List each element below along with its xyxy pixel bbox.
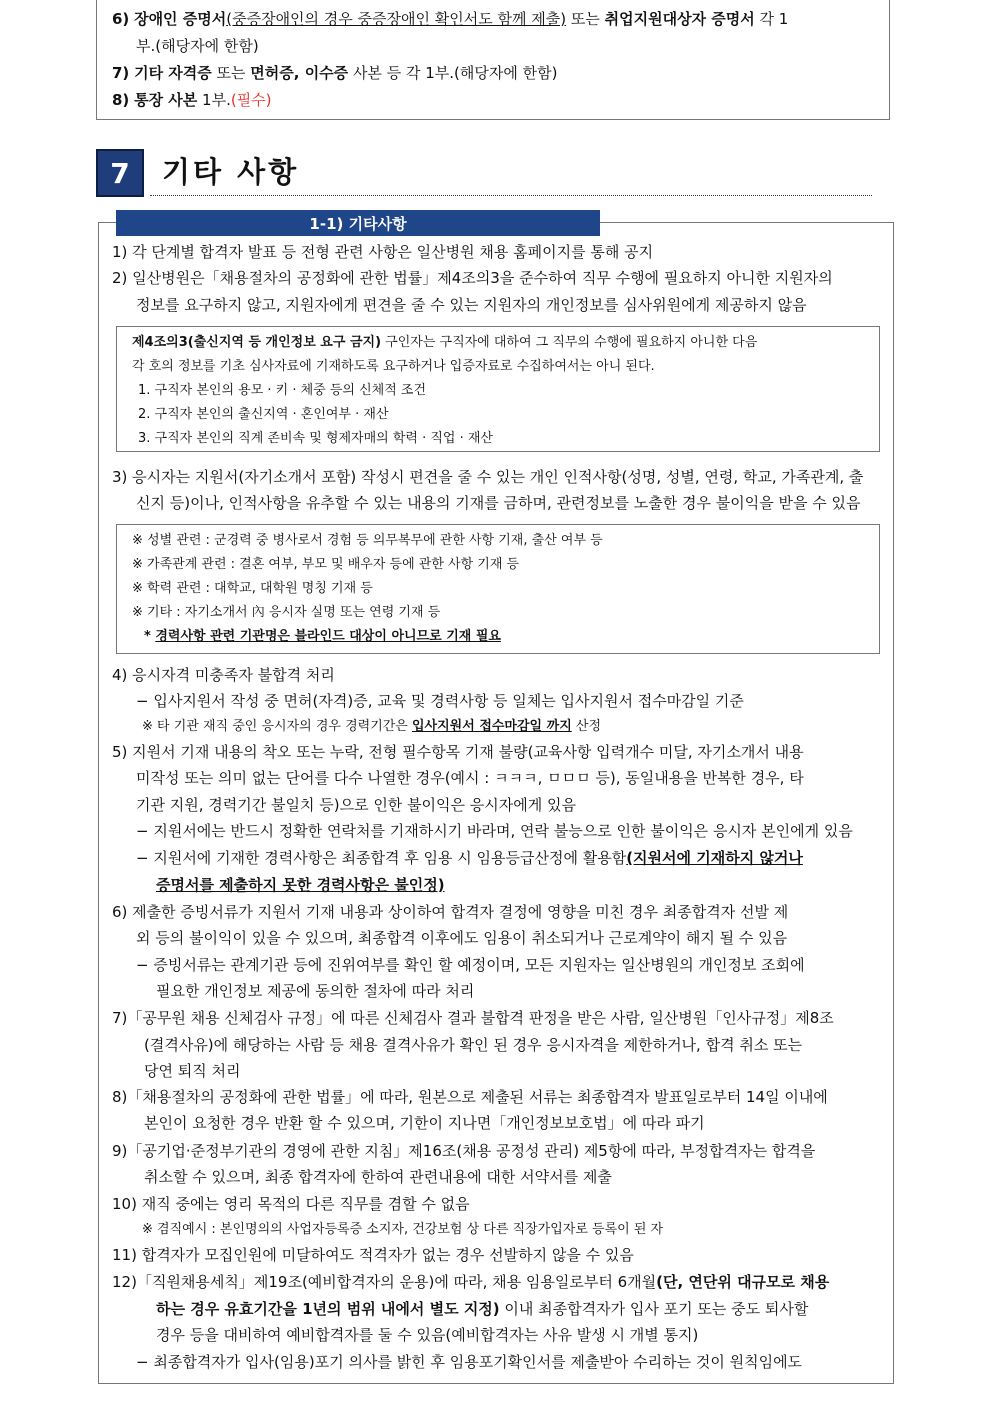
item-4-sub2 <box>142 716 601 738</box>
law-heading: 제4조의3(출신지역 등 개인정보 요구 금지) <box>132 335 382 350</box>
item-12-text: 12)「직원채용세칙」제19조(예비합격자의 운용)에 따라, 채용 임용일로부터 6개월 <box>112 1273 657 1291</box>
item-7-line1b: 7)「공무원 채용 신체검사 규정」에 따른 신체검사 결과 불합격 판정을 받은 사람, 일산병원「인사규정」제8조 <box>112 1009 834 1027</box>
item-7-title: 기타 자격증 <box>134 64 212 82</box>
item-7-line3b: 당연 퇴직 처리 <box>144 1062 241 1080</box>
item-12-line2 <box>156 1298 808 1320</box>
item-9-line2: 취소할 수 있으며, 최종 합격자에 한하여 관련내용에 대한 서약서를 제출 <box>144 1168 612 1186</box>
note-5 <box>144 626 501 648</box>
item-8-required: (필수) <box>230 91 272 109</box>
item-4-note: ※ 타 기관 재직 중인 응시자의 경우 경력기간은 <box>142 719 412 734</box>
item-5-sub2 <box>136 847 803 869</box>
item-12-line3: 경우 등을 대비하여 예비합격자를 둘 수 있음(예비합격자는 사유 발생 시 개별 통지) <box>156 1326 699 1344</box>
item-2-line2: 정보를 요구하지 않고, 지원자에게 편견을 줄 수 있는 지원자의 개인정보를 심사위원에게 제공하지 않음 <box>136 296 807 314</box>
note-5-star: * <box>144 629 156 644</box>
note-4: ※ 기타 : 자기소개서 內 응시자 실명 또는 연령 기재 등 <box>132 605 441 620</box>
item-6-cert: 취업지원대상자 증명서 <box>604 10 755 28</box>
item-12-sub1: − 최종합격자가 입사(임용)포기 의사를 밝힌 후 임용포기확인서를 제출받아 수리하는 것이 원칙임에도 <box>136 1353 803 1371</box>
law-item-2: 2. 구직자 본인의 출신지역 · 혼인여부 · 재산 <box>138 407 389 422</box>
law-item-3: 3. 구직자 본인의 직계 존비속 및 형제자매의 학력 · 직업 · 재산 <box>138 431 493 446</box>
item-6-sub2: 필요한 개인정보 제공에 동의한 절차에 따라 처리 <box>156 982 475 1000</box>
item-11: 11) 합격자가 모집인원에 미달하여도 적격자가 없는 경우 선발하지 않을 수 있음 <box>112 1246 634 1264</box>
item-6-line1 <box>112 8 788 30</box>
item-12-exception-cont: 하는 경우 유효기간을 1년의 범위 내에서 별도 지정) <box>156 1300 500 1318</box>
item-5-career: − 지원서에 기재한 경력사항은 최종합격 후 임용 시 임용등급산정에 활용함 <box>136 849 627 867</box>
law-line1 <box>132 332 757 354</box>
item-8-line <box>112 89 272 111</box>
item-12-rest: 이내 최종합격자가 입사 포기 또는 중도 퇴사할 <box>499 1300 809 1318</box>
item-7-or: 또는 <box>211 64 251 82</box>
item-5-sub1: − 지원서에는 반드시 정확한 연락처를 기재하시기 바라며, 연락 불능으로 인한 불이익은 응시자 본인에게 있음 <box>136 822 853 840</box>
item-7-rest: 사본 등 각 1부.(해당자에 한함) <box>348 64 558 82</box>
item-5-career-warning: (지원서에 기재하지 않거나 <box>626 849 803 867</box>
note-2: ※ 가족관계 관련 : 결혼 여부, 부모 및 배우자 등에 관한 사항 기재 등 <box>132 557 520 572</box>
item-4-deadline: 입사지원서 접수마감일 까지 <box>412 719 572 734</box>
item-7-line2b: (결격사유)에 해당하는 사람 등 채용 결격사유가 확인 된 경우 응시자격을 제한하거나, 합격 취소 또는 <box>144 1036 803 1054</box>
item-12-exception: (단, 연단위 대규모로 채용 <box>656 1273 830 1291</box>
item-4: 4) 응시자격 미충족자 불합격 처리 <box>112 666 335 684</box>
section-number: 7 <box>96 149 144 197</box>
item-6-sub1: − 증빙서류는 관계기관 등에 진위여부를 확인 할 예정이며, 모든 지원자는 일산병원의 개인정보 조회에 <box>136 956 805 974</box>
item-6-or: 또는 <box>566 10 605 28</box>
item-6-title: 장애인 증명서 <box>134 10 227 28</box>
item-8-num: 8) <box>112 91 130 109</box>
note-3: ※ 학력 관련 : 대학교, 대학원 명칭 기재 등 <box>132 581 373 596</box>
item-6-paren: (중증장애인의 경우 중증장애인 확인서도 함께 제출) <box>226 10 567 28</box>
item-3-line1: 3) 응시자는 지원서(자기소개서 포함) 작성시 편견을 줄 수 있는 개인 인적사항(성명, 성별, 연령, 학교, 가족관계, 출 <box>112 468 864 486</box>
law-line2: 각 호의 정보를 기초 심사자료에 기재하도록 요구하거나 입증자료로 수집하여서는 아니 된다. <box>132 359 655 374</box>
item-8-title: 통장 사본 <box>134 91 198 109</box>
item-7-num: 7) <box>112 64 130 82</box>
item-7-license: 면허증, 이수증 <box>250 64 349 82</box>
item-6-count: 각 1 <box>754 10 789 28</box>
item-5-line3: 기관 지원, 경력기간 불일치 등)으로 인한 불이익은 응시자에게 있음 <box>136 796 576 814</box>
item-6-line2: 부.(해당자에 한함) <box>136 37 259 55</box>
item-2-line1: 2) 일산병원은「채용절차의 공정화에 관한 법률」제4조의3을 준수하여 직무 수행에 필요하지 아니한 지원자의 <box>112 269 833 287</box>
item-8-count: 1부. <box>197 91 231 109</box>
subsection-title: 1-1) 기타사항 <box>116 210 600 236</box>
item-5-line2: 미작성 또는 의미 없는 단어를 다수 나열한 경우(예시 : ㅋㅋㅋ, ㅁㅁㅁ 등), 동일내용을 반복한 경우, 타 <box>136 769 804 787</box>
item-6-num: 6) <box>112 10 130 28</box>
law-item-1: 1. 구직자 본인의 용모 · 키 · 체중 등의 신체적 조건 <box>138 383 427 398</box>
section-divider <box>150 195 872 196</box>
item-4-sub1: − 입사지원서 작성 중 면허(자격)증, 교육 및 경력사항 등 일체는 입사지원서 접수마감일 기준 <box>136 692 744 710</box>
item-4-calc: 산정 <box>571 719 601 734</box>
item-3-line2: 신지 등)이나, 인적사항을 유추할 수 있는 내용의 기재를 금하며, 관련정보를 노출한 경우 불이익을 받을 수 있음 <box>136 494 861 512</box>
item-7-line <box>112 62 557 84</box>
item-6-line1b: 6) 제출한 증빙서류가 지원서 기재 내용과 상이하여 합격자 결정에 영향을 미친 경우 최종합격자 선발 제 <box>112 903 789 921</box>
item-5-line1: 5) 지원서 기재 내용의 착오 또는 누락, 전형 필수항목 기재 불량(교육사항 입력개수 미달, 자기소개서 내용 <box>112 743 804 761</box>
item-8-line1b: 8)「채용절차의 공정화에 관한 법률」에 따라, 원본으로 제출된 서류는 최종합격자 발표일로부터 14일 이내에 <box>112 1088 828 1106</box>
item-8-line2b: 본인이 요청한 경우 반환 할 수 있으며, 기한이 지나면「개인정보보호법」에 따라 파기 <box>144 1114 705 1132</box>
item-6-line2b: 외 등의 불이익이 있을 수 있으며, 최종합격 이후에도 임용이 취소되거나 근로계약이 해지 될 수 있음 <box>136 929 788 947</box>
note-1: ※ 성별 관련 : 군경력 중 병사로서 경험 등 의무복무에 관한 사항 기재, 출산 여부 등 <box>132 533 603 548</box>
law-text: 구인자는 구직자에 대하여 그 직무의 수행에 필요하지 아니한 다음 <box>381 335 758 350</box>
item-9-line1: 9)「공기업·준정부기관의 경영에 관한 지침」제16조(채용 공정성 관리) 제5항에 따라, 부정합격자는 합격을 <box>112 1142 816 1160</box>
note-5-text: 경력사항 관련 기관명은 블라인드 대상이 아니므로 기재 필요 <box>155 629 501 644</box>
item-12-line1 <box>112 1271 829 1293</box>
item-10: 10) 재직 중에는 영리 목적의 다른 직무를 겸할 수 없음 <box>112 1195 470 1213</box>
item-10-note: ※ 겸직예시 : 본인명의의 사업자등록증 소지자, 건강보험 상 다른 직장가입자로 등록이 된 자 <box>142 1222 664 1237</box>
item-5-sub2-cont: 증명서를 제출하지 못한 경력사항은 불인정) <box>156 876 445 894</box>
section-title: 기타 사항 <box>162 155 300 189</box>
item-1: 1) 각 단계별 합격자 발표 등 전형 관련 사항은 일산병원 채용 홈페이지를 통해 공지 <box>112 243 654 261</box>
